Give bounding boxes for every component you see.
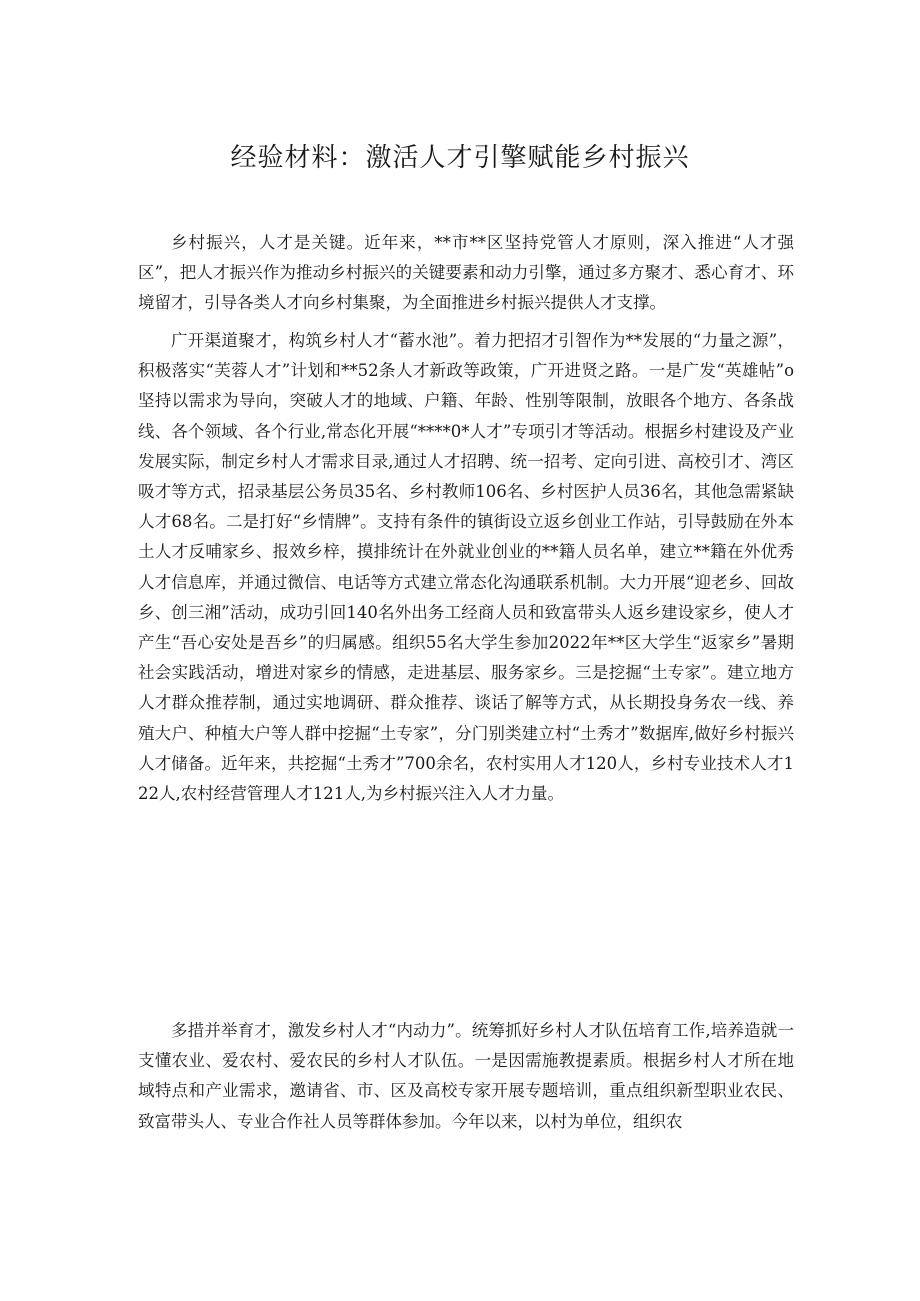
document-title: 经验材料：激活人才引擎赋能乡村振兴 bbox=[230, 143, 690, 173]
paragraph-intro: 乡村振兴，人才是关键。近年来，**市**区坚持党管人才原则，深入推进“人才强区”，把人才振兴作为推动乡村振兴的关键要素和动力引擎，通过多方聚才、悉心育才、环境留才，引导各类人才向乡村集聚，为全面推进乡村振兴提供人才支撑。 bbox=[138, 233, 794, 313]
paragraph-cultivate-talent: 多措并举育才，激发乡村人才“内动力”。统筹抓好乡村人才队伍培育工作,培养造就一支懂农业、爱农村、爱农民的乡村人才队伍。一是因需施教提素质。根据乡村人才所在地域特点和产业需求，邀请省、市、区及高校专家开展专题培训，重点组织新型职业农民、致富带头人、专业合作社人员等群体参加。今年以来，以村为单位，组织农 bbox=[138, 1021, 794, 1131]
paragraph-gather-talent: 广开渠道聚才，构筑乡村人才“蓄水池”。着力把招才引智作为**发展的“力量之源”，积极落实“芙蓉人才”计划和**52条人才新政等政策，广开进贤之路。一是广发“英雄帖”o坚持以需求为导向，突破人才的地域、户籍、年龄、性别等限制，放眼各个地方、各条战线、各个领域、各个行业,常态化开展“****0*人才”专项引才等活动。根据乡村建设及产业发展实际，制定乡村人才需求目录,通过人才招聘、统一招考、定向引进、高校引才、湾区吸才等方式，招录基层公务员35名、乡村教师106名、乡村医护人员36名，其他急需紧缺人才68名。二是打好“乡情牌”。支持有条件的镇街设立返乡创业工作站，引导鼓励在外本土人才反哺家乡、报效乡梓，摸排统计在外就业创业的**籍人员名单，建立**籍在外优秀人才信息库，并通过微信、电话等方式建立常态化沟通联系机制。大力开展“迎老乡、回故乡、创三湘”活动，成功引回140名外出务工经商人员和致富带头人返乡建设家乡，使人才产生“吾心安处是吾乡”的归属感。组织55名大学生参加2022年**区大学生“返家乡”暑期社会实践活动，增进对家乡的情感，走进基层、服务家乡。三是挖掘“土专家”。建立地方人才群众推荐制，通过实地调研、群众推荐、谈话了解等方式，从长期投身务农一线、养殖大户、种植大户等人群中挖掘“土专家”，分门别类建立村“土秀才”数据库,做好乡村振兴人才储备。近年来，共挖掘“土秀才”700余名，农村实用人才120人，乡村专业技术人才122人,农村经营管理人才121人,为乡村振兴注入人才力量。 bbox=[138, 331, 794, 804]
